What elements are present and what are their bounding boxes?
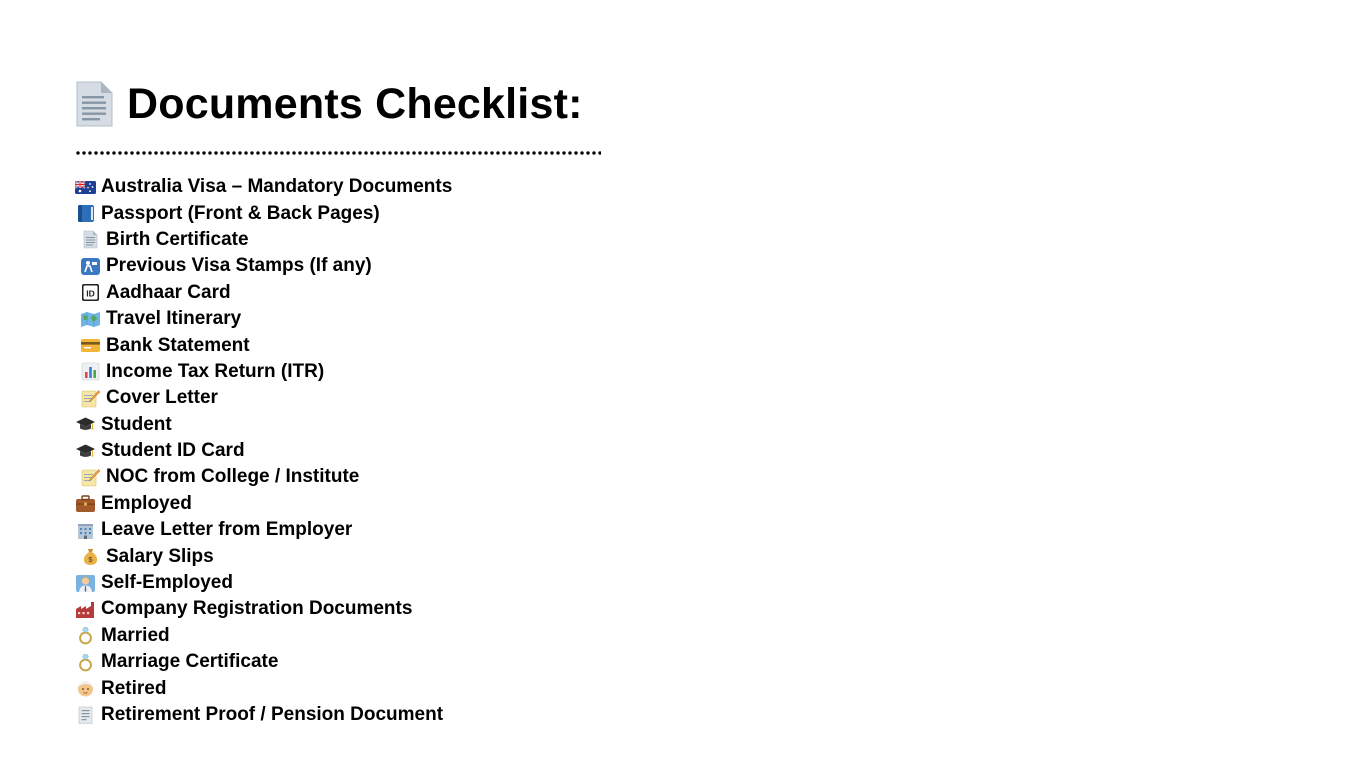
checklist-item bbox=[75, 649, 635, 675]
checklist-item bbox=[75, 438, 635, 464]
checklist-item-label: Retirement Proof / Pension Document bbox=[101, 704, 444, 725]
checklist-item-label: Income Tax Return (ITR) bbox=[106, 360, 325, 382]
graduation-cap-icon bbox=[75, 442, 96, 461]
svg-text:ID: ID bbox=[86, 288, 95, 299]
checklist-item-label: Passport (Front & Back Pages) bbox=[101, 202, 380, 224]
checklist-item bbox=[75, 675, 635, 701]
older-person-icon bbox=[75, 679, 96, 698]
checklist-item bbox=[75, 570, 635, 596]
briefcase-icon bbox=[75, 494, 96, 513]
receipt-icon bbox=[75, 706, 96, 725]
money-bag-icon bbox=[80, 547, 101, 566]
checklist-item-label: Self-Employed bbox=[101, 572, 233, 594]
page-facing-up-icon bbox=[80, 230, 101, 249]
checklist bbox=[75, 174, 635, 728]
checklist-item bbox=[75, 464, 635, 490]
checklist-item bbox=[75, 517, 635, 543]
ring-icon bbox=[75, 653, 96, 672]
checklist-item bbox=[75, 596, 635, 622]
checklist-item bbox=[75, 385, 635, 411]
memo-icon bbox=[80, 389, 101, 408]
page-title: Documents Checklist: bbox=[127, 80, 583, 128]
dotted-divider bbox=[75, 150, 601, 156]
checklist-item bbox=[75, 174, 635, 200]
world-map-icon bbox=[80, 310, 101, 329]
checklist-item-label: Married bbox=[101, 624, 170, 646]
checklist-item-label: Retired bbox=[101, 677, 167, 699]
factory-icon bbox=[75, 600, 96, 619]
bar-chart-icon bbox=[80, 362, 101, 381]
passport-control-icon bbox=[80, 257, 101, 276]
checklist-item-label: Student bbox=[101, 413, 172, 435]
checklist-item bbox=[75, 491, 635, 517]
checklist-item bbox=[75, 623, 635, 649]
checklist-item-label: Travel Itinerary bbox=[106, 308, 242, 330]
checklist-item-label: Cover Letter bbox=[106, 387, 218, 409]
checklist-item-label: Australia Visa – Mandatory Documents bbox=[101, 176, 453, 198]
memo-icon bbox=[80, 468, 101, 487]
checklist-item bbox=[75, 227, 635, 253]
checklist-item bbox=[75, 412, 635, 438]
checklist-item bbox=[75, 253, 635, 279]
checklist-item-label: NOC from College / Institute bbox=[106, 466, 360, 488]
id-button-icon bbox=[80, 283, 101, 302]
checklist-item-label: Student ID Card bbox=[101, 440, 245, 462]
checklist-item bbox=[75, 332, 635, 358]
office-building-icon bbox=[75, 521, 96, 540]
checklist-item bbox=[75, 306, 635, 332]
checklist-item-label: Bank Statement bbox=[106, 334, 250, 356]
svg-text:$: $ bbox=[88, 555, 93, 565]
checklist-item-label: Employed bbox=[101, 492, 192, 514]
checklist-item-label: Birth Certificate bbox=[106, 228, 249, 250]
checklist-item bbox=[75, 280, 635, 306]
checklist-item bbox=[75, 359, 635, 385]
credit-card-icon bbox=[80, 336, 101, 355]
checklist-item bbox=[75, 702, 635, 728]
australia-flag-icon bbox=[75, 178, 96, 197]
checklist-item-label: Leave Letter from Employer bbox=[101, 519, 353, 541]
checklist-item-label: Previous Visa Stamps (If any) bbox=[106, 255, 372, 277]
checklist-item bbox=[75, 200, 635, 226]
checklist-slide bbox=[75, 78, 635, 728]
checklist-item-label: Marriage Certificate bbox=[101, 651, 279, 673]
checklist-item-label: Company Registration Documents bbox=[101, 598, 413, 620]
title-row bbox=[75, 78, 635, 130]
office-worker-icon bbox=[75, 574, 96, 593]
ring-icon bbox=[75, 626, 96, 645]
page-facing-up-icon bbox=[75, 81, 113, 127]
graduation-cap-icon bbox=[75, 415, 96, 434]
checklist-item-label: Salary Slips bbox=[106, 545, 214, 567]
checklist-item-label: Aadhaar Card bbox=[106, 281, 231, 303]
blue-book-icon bbox=[75, 204, 96, 223]
checklist-item bbox=[75, 543, 635, 569]
